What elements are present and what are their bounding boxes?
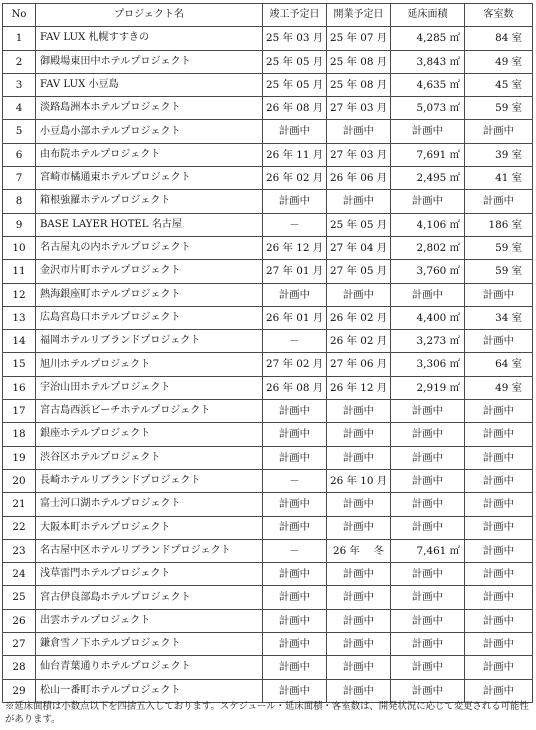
- cell-room-count: 計画中: [465, 469, 533, 492]
- cell-opening-date: 26 年 12 月: [327, 376, 391, 399]
- cell-project-name: FAV LUX 小豆島: [36, 73, 263, 96]
- cell-floor-area: 計画中: [391, 516, 465, 539]
- cell-no: 22: [3, 516, 36, 539]
- cell-completion-date: 25 年 05 月: [263, 73, 327, 96]
- cell-project-name: 松山一番町ホテルプロジェクト: [36, 679, 263, 702]
- cell-completion-date: 計画中: [263, 516, 327, 539]
- table-row: [3, 213, 533, 236]
- cell-completion-date: 26 年 02 月: [263, 167, 327, 190]
- table-header-row: [3, 4, 533, 27]
- cell-floor-area: 2,802 ㎡: [391, 236, 465, 259]
- cell-room-count: 計画中: [465, 446, 533, 469]
- cell-opening-date: 計画中: [327, 656, 391, 679]
- header-project-name: プロジェクト名: [36, 4, 263, 27]
- cell-floor-area: 計画中: [391, 679, 465, 702]
- table-row: [3, 190, 533, 213]
- cell-project-name: 宮古伊良部島ホテルプロジェクト: [36, 586, 263, 609]
- cell-opening-date: 26 年 02 月: [327, 330, 391, 353]
- cell-room-count: 計画中: [465, 516, 533, 539]
- header-completion-date: 竣工予定日: [263, 4, 327, 27]
- cell-opening-date: 計画中: [327, 586, 391, 609]
- cell-project-name: 仙台青葉通りホテルプロジェクト: [36, 656, 263, 679]
- cell-room-count: 計画中: [465, 120, 533, 143]
- cell-floor-area: 2,495 ㎡: [391, 167, 465, 190]
- cell-completion-date: 計画中: [263, 633, 327, 656]
- cell-no: 8: [3, 190, 36, 213]
- table-row: [3, 516, 533, 539]
- cell-room-count: 59 室: [465, 236, 533, 259]
- cell-opening-date: 計画中: [327, 563, 391, 586]
- header-opening-date: 開業予定日: [327, 4, 391, 27]
- cell-no: 6: [3, 143, 36, 166]
- cell-opening-date: 27 年 05 月: [327, 260, 391, 283]
- table-row: [3, 50, 533, 73]
- cell-project-name: 銀座ホテルプロジェクト: [36, 423, 263, 446]
- cell-room-count: 41 室: [465, 167, 533, 190]
- cell-no: 9: [3, 213, 36, 236]
- project-table-container: [2, 3, 532, 703]
- cell-no: 20: [3, 469, 36, 492]
- cell-floor-area: 3,843 ㎡: [391, 50, 465, 73]
- cell-room-count: 34 室: [465, 306, 533, 329]
- cell-floor-area: 4,400 ㎡: [391, 306, 465, 329]
- cell-room-count: 45 室: [465, 73, 533, 96]
- cell-room-count: 39 室: [465, 143, 533, 166]
- table-row: [3, 539, 533, 562]
- cell-no: 27: [3, 633, 36, 656]
- cell-floor-area: 計画中: [391, 446, 465, 469]
- table-row: [3, 73, 533, 96]
- cell-room-count: 59 室: [465, 260, 533, 283]
- cell-completion-date: 27 年 01 月: [263, 260, 327, 283]
- cell-floor-area: 計画中: [391, 283, 465, 306]
- cell-completion-date: －: [263, 539, 327, 562]
- cell-room-count: 64 室: [465, 353, 533, 376]
- table-row: [3, 400, 533, 423]
- cell-completion-date: 計画中: [263, 120, 327, 143]
- cell-opening-date: 計画中: [327, 190, 391, 213]
- cell-opening-date: 26 年 10 月: [327, 469, 391, 492]
- cell-no: 2: [3, 50, 36, 73]
- header-no: No: [3, 4, 36, 27]
- cell-project-name: 箱根強羅ホテルプロジェクト: [36, 190, 263, 213]
- cell-opening-date: 計画中: [327, 400, 391, 423]
- cell-completion-date: 26 年 11 月: [263, 143, 327, 166]
- table-row: [3, 143, 533, 166]
- cell-project-name: 浅草雷門ホテルプロジェクト: [36, 563, 263, 586]
- cell-no: 19: [3, 446, 36, 469]
- cell-floor-area: 計画中: [391, 493, 465, 516]
- cell-opening-date: 26 年 02 月: [327, 306, 391, 329]
- cell-opening-date: 26 年 冬: [327, 539, 391, 562]
- cell-completion-date: 26 年 01 月: [263, 306, 327, 329]
- cell-room-count: 計画中: [465, 563, 533, 586]
- cell-opening-date: 25 年 08 月: [327, 73, 391, 96]
- cell-project-name: 小豆島小部ホテルプロジェクト: [36, 120, 263, 143]
- table-row: [3, 260, 533, 283]
- cell-completion-date: 26 年 12 月: [263, 236, 327, 259]
- cell-opening-date: 27 年 04 月: [327, 236, 391, 259]
- cell-room-count: 計画中: [465, 423, 533, 446]
- cell-completion-date: 26 年 08 月: [263, 376, 327, 399]
- cell-opening-date: 計画中: [327, 633, 391, 656]
- cell-completion-date: 計画中: [263, 563, 327, 586]
- hotel-project-table: [2, 3, 533, 703]
- cell-floor-area: 4,635 ㎡: [391, 73, 465, 96]
- table-row: [3, 633, 533, 656]
- cell-floor-area: 計画中: [391, 190, 465, 213]
- cell-floor-area: 3,273 ㎡: [391, 330, 465, 353]
- cell-room-count: 計画中: [465, 586, 533, 609]
- table-row: [3, 376, 533, 399]
- table-row: [3, 120, 533, 143]
- table-row: [3, 27, 533, 50]
- cell-no: 3: [3, 73, 36, 96]
- cell-project-name: 宮古島西浜ビーチホテルプロジェクト: [36, 400, 263, 423]
- cell-project-name: 淡路島洲本ホテルプロジェクト: [36, 97, 263, 120]
- cell-opening-date: 25 年 05 月: [327, 213, 391, 236]
- cell-project-name: 長崎ホテルリブランドプロジェクト: [36, 469, 263, 492]
- cell-completion-date: 計画中: [263, 446, 327, 469]
- cell-opening-date: 26 年 06 月: [327, 167, 391, 190]
- table-row: [3, 283, 533, 306]
- cell-project-name: 出雲ホテルプロジェクト: [36, 609, 263, 632]
- cell-room-count: 計画中: [465, 539, 533, 562]
- cell-project-name: 熱海銀座町ホテルプロジェクト: [36, 283, 263, 306]
- cell-floor-area: 4,106 ㎡: [391, 213, 465, 236]
- cell-completion-date: 計画中: [263, 283, 327, 306]
- cell-floor-area: 計画中: [391, 586, 465, 609]
- cell-no: 16: [3, 376, 36, 399]
- cell-opening-date: 25 年 08 月: [327, 50, 391, 73]
- table-row: [3, 469, 533, 492]
- cell-completion-date: 計画中: [263, 493, 327, 516]
- cell-floor-area: 計画中: [391, 423, 465, 446]
- cell-opening-date: 計画中: [327, 493, 391, 516]
- cell-floor-area: 7,691 ㎡: [391, 143, 465, 166]
- cell-project-name: 大阪本町ホテルプロジェクト: [36, 516, 263, 539]
- table-row: [3, 609, 533, 632]
- cell-floor-area: 計画中: [391, 609, 465, 632]
- cell-opening-date: 計画中: [327, 423, 391, 446]
- cell-room-count: 計画中: [465, 330, 533, 353]
- cell-room-count: 計画中: [465, 656, 533, 679]
- cell-opening-date: 計画中: [327, 679, 391, 702]
- cell-room-count: 186 室: [465, 213, 533, 236]
- cell-completion-date: 計画中: [263, 609, 327, 632]
- cell-project-name: FAV LUX 札幌すすきの: [36, 27, 263, 50]
- cell-project-name: 宮崎市橘通東ホテルプロジェクト: [36, 167, 263, 190]
- table-row: [3, 586, 533, 609]
- cell-no: 23: [3, 539, 36, 562]
- cell-no: 29: [3, 679, 36, 702]
- cell-opening-date: 27 年 06 月: [327, 353, 391, 376]
- cell-room-count: 計画中: [465, 493, 533, 516]
- cell-project-name: BASE LAYER HOTEL 名古屋: [36, 213, 263, 236]
- cell-completion-date: 計画中: [263, 190, 327, 213]
- cell-opening-date: 計画中: [327, 609, 391, 632]
- cell-project-name: 福岡ホテルリブランドプロジェクト: [36, 330, 263, 353]
- table-row: [3, 563, 533, 586]
- cell-no: 17: [3, 400, 36, 423]
- cell-room-count: 計画中: [465, 633, 533, 656]
- cell-no: 12: [3, 283, 36, 306]
- cell-completion-date: －: [263, 469, 327, 492]
- cell-no: 4: [3, 97, 36, 120]
- cell-opening-date: 計画中: [327, 516, 391, 539]
- cell-completion-date: 計画中: [263, 400, 327, 423]
- table-row: [3, 97, 533, 120]
- cell-floor-area: 3,760 ㎡: [391, 260, 465, 283]
- cell-opening-date: 計画中: [327, 283, 391, 306]
- cell-project-name: 広島宮島口ホテルプロジェクト: [36, 306, 263, 329]
- header-room-count: 客室数: [465, 4, 533, 27]
- cell-no: 26: [3, 609, 36, 632]
- cell-room-count: 計画中: [465, 679, 533, 702]
- header-floor-area: 延床面積: [391, 4, 465, 27]
- cell-floor-area: 計画中: [391, 656, 465, 679]
- cell-project-name: 名古屋中区ホテルリブランドプロジェクト: [36, 539, 263, 562]
- cell-no: 13: [3, 306, 36, 329]
- cell-opening-date: 25 年 07 月: [327, 27, 391, 50]
- cell-project-name: 由布院ホテルプロジェクト: [36, 143, 263, 166]
- table-row: [3, 446, 533, 469]
- table-row: [3, 656, 533, 679]
- cell-completion-date: 計画中: [263, 656, 327, 679]
- cell-completion-date: －: [263, 330, 327, 353]
- table-row: [3, 679, 533, 702]
- cell-no: 25: [3, 586, 36, 609]
- cell-project-name: 渋谷区ホテルプロジェクト: [36, 446, 263, 469]
- cell-no: 10: [3, 236, 36, 259]
- table-row: [3, 423, 533, 446]
- cell-completion-date: 25 年 05 月: [263, 50, 327, 73]
- cell-no: 11: [3, 260, 36, 283]
- cell-room-count: 84 室: [465, 27, 533, 50]
- table-row: [3, 306, 533, 329]
- cell-opening-date: 27 年 03 月: [327, 97, 391, 120]
- cell-no: 18: [3, 423, 36, 446]
- cell-room-count: 計画中: [465, 609, 533, 632]
- cell-room-count: 59 室: [465, 97, 533, 120]
- cell-floor-area: 3,306 ㎡: [391, 353, 465, 376]
- cell-completion-date: 計画中: [263, 679, 327, 702]
- cell-room-count: 計画中: [465, 400, 533, 423]
- cell-no: 14: [3, 330, 36, 353]
- table-row: [3, 353, 533, 376]
- cell-no: 7: [3, 167, 36, 190]
- cell-room-count: 49 室: [465, 50, 533, 73]
- cell-floor-area: 計画中: [391, 120, 465, 143]
- cell-completion-date: 25 年 03 月: [263, 27, 327, 50]
- cell-floor-area: 2,919 ㎡: [391, 376, 465, 399]
- cell-floor-area: 計画中: [391, 400, 465, 423]
- cell-completion-date: 26 年 08 月: [263, 97, 327, 120]
- cell-completion-date: 計画中: [263, 586, 327, 609]
- cell-project-name: 名古屋丸の内ホテルプロジェクト: [36, 236, 263, 259]
- cell-opening-date: 27 年 03 月: [327, 143, 391, 166]
- cell-no: 21: [3, 493, 36, 516]
- cell-floor-area: 4,285 ㎡: [391, 27, 465, 50]
- cell-no: 28: [3, 656, 36, 679]
- cell-floor-area: 計画中: [391, 633, 465, 656]
- cell-project-name: 御殿場東田中ホテルプロジェクト: [36, 50, 263, 73]
- cell-room-count: 計画中: [465, 190, 533, 213]
- cell-floor-area: 5,073 ㎡: [391, 97, 465, 120]
- cell-completion-date: 27 年 02 月: [263, 353, 327, 376]
- cell-project-name: 鎌倉雪ノ下ホテルプロジェクト: [36, 633, 263, 656]
- cell-floor-area: 計画中: [391, 563, 465, 586]
- table-row: [3, 493, 533, 516]
- cell-no: 24: [3, 563, 36, 586]
- cell-room-count: 計画中: [465, 283, 533, 306]
- cell-project-name: 富士河口湖ホテルプロジェクト: [36, 493, 263, 516]
- cell-floor-area: 計画中: [391, 469, 465, 492]
- table-row: [3, 167, 533, 190]
- cell-no: 1: [3, 27, 36, 50]
- cell-completion-date: －: [263, 213, 327, 236]
- cell-no: 15: [3, 353, 36, 376]
- cell-floor-area: 7,461 ㎡: [391, 539, 465, 562]
- cell-opening-date: 計画中: [327, 446, 391, 469]
- cell-project-name: 旭川ホテルプロジェクト: [36, 353, 263, 376]
- cell-no: 5: [3, 120, 36, 143]
- footnote: ※延床面積は小数点以下を四捨五入しております。スケジュール・延床面積・客室数は、開発状況に応じて変更される可能性があります。: [5, 701, 529, 725]
- cell-project-name: 金沢市片町ホテルプロジェクト: [36, 260, 263, 283]
- cell-opening-date: 計画中: [327, 120, 391, 143]
- table-body: [3, 27, 533, 703]
- cell-completion-date: 計画中: [263, 423, 327, 446]
- table-row: [3, 330, 533, 353]
- cell-room-count: 49 室: [465, 376, 533, 399]
- table-row: [3, 236, 533, 259]
- cell-project-name: 宇治山田ホテルプロジェクト: [36, 376, 263, 399]
